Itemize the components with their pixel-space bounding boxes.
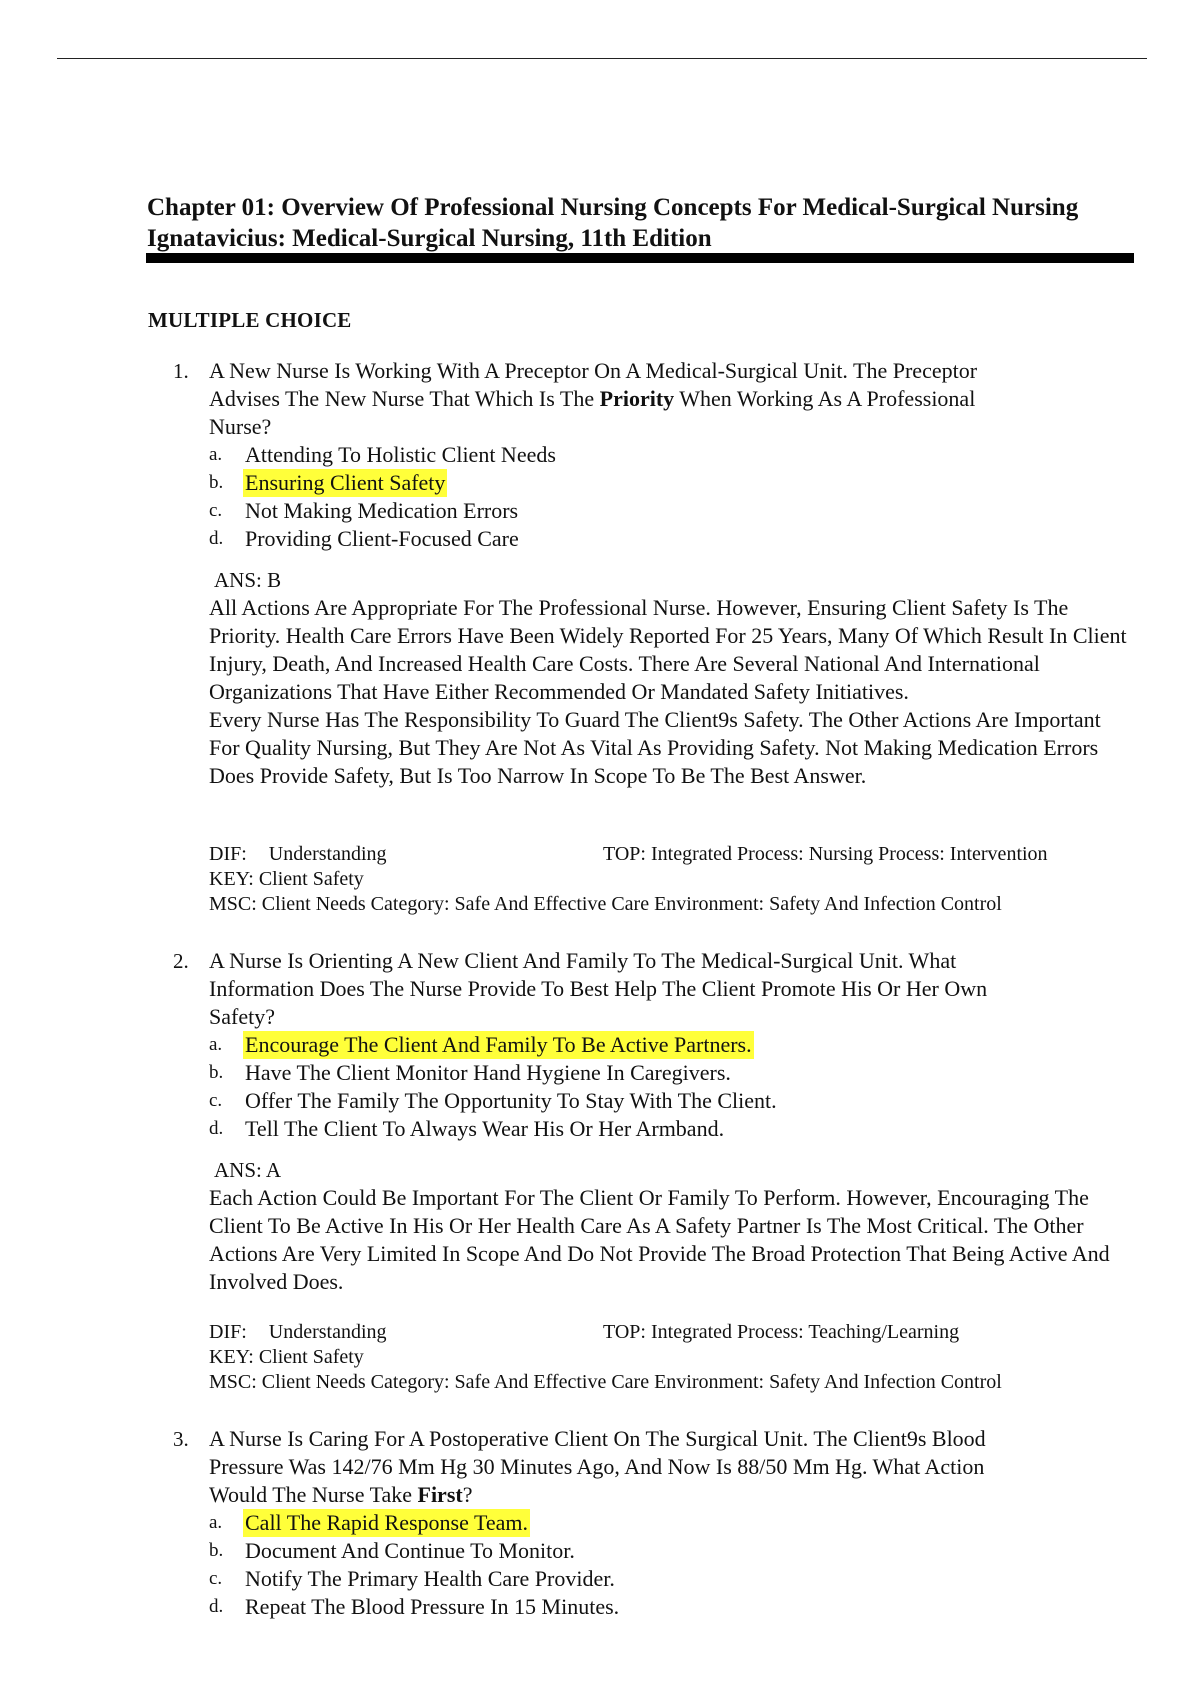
- header-divider: [146, 253, 1134, 263]
- question-number: 3.: [173, 1427, 189, 1451]
- topic: TOP: Integrated Process: Nursing Process: Intervention: [603, 843, 1048, 865]
- emphasis-priority: Priority: [599, 386, 675, 411]
- key: KEY: Client Safety: [209, 1346, 364, 1368]
- question-metadata: DIF: Understanding TOP: Integrated Process: Teaching/Learning KEY: Client Safety MSC: Client Needs Category: Safe And Effective Care Environment: Safety And Infection Control: [209, 1320, 1129, 1395]
- question-number: 1.: [173, 359, 189, 383]
- rationale: Each Action Could Be Important For The Client Or Family To Perform. However, Encouraging The Client To Be Active In His Or Her Health Care As A Safety Partner Is The Most Critical. The Other Actions Are Very Limited In Scope And Do Not Provide The Broad Protection That Being Active And Involved Does.: [209, 1185, 1110, 1294]
- answer-options: [209, 1509, 1129, 1621]
- option-b[interactable]: b. Ensuring Client Safety: [209, 470, 446, 495]
- document-header: [147, 192, 1132, 254]
- difficulty: Understanding: [268, 843, 387, 865]
- option-c[interactable]: c. Notify The Primary Health Care Provider.: [209, 1566, 615, 1591]
- question-metadata: DIF: Understanding TOP: Integrated Process: Nursing Process: Intervention KEY: Client Safety MSC: Client Needs Category: Safe And Effective Care Environment: Safety And Infection Control: [209, 842, 1129, 917]
- difficulty: Understanding: [268, 1321, 387, 1343]
- highlighted-answer: Encourage The Client And Family To Be Active Partners.: [245, 1032, 752, 1057]
- question-number: 2.: [173, 949, 189, 973]
- option-a[interactable]: a. Call The Rapid Response Team.: [209, 1510, 528, 1535]
- question-text: A New Nurse Is Working With A Preceptor On A Medical-Surgical Unit. The Preceptor Advises The New Nurse That Which Is The Priority When Working As A Professional Nurse?: [209, 358, 978, 439]
- msc: MSC: Client Needs Category: Safe And Effective Care Environment: Safety And Infection Control: [209, 893, 1002, 915]
- question-text: A Nurse Is Caring For A Postoperative Client On The Surgical Unit. The Client9s Blood Pressure Was 142/76 Mm Hg 30 Minutes Ago, And Now Is 88/50 Mm Hg. What Action Would The Nurse Take First?: [209, 1426, 986, 1507]
- answer-options: [209, 1031, 1129, 1143]
- option-d[interactable]: d. Repeat The Blood Pressure In 15 Minutes.: [209, 1594, 620, 1619]
- option-d[interactable]: d. Tell The Client To Always Wear His Or Her Armband.: [209, 1116, 725, 1141]
- answer-key: ANS: A: [214, 1158, 282, 1182]
- answer-options: [209, 441, 1129, 553]
- highlighted-answer: Ensuring Client Safety: [245, 470, 446, 495]
- option-b[interactable]: b. Document And Continue To Monitor.: [209, 1538, 575, 1563]
- option-a[interactable]: a. Attending To Holistic Client Needs: [209, 442, 556, 467]
- top-divider: [57, 58, 1147, 59]
- answer-key: ANS: B: [214, 568, 282, 592]
- highlighted-answer: Call The Rapid Response Team.: [245, 1510, 528, 1535]
- section-title: MULTIPLE CHOICE: [148, 308, 352, 332]
- chapter-title: Chapter 01: Overview Of Professional Nursing Concepts For Medical-Surgical Nursing: [147, 194, 1079, 221]
- book-title: Ignatavicius: Medical-Surgical Nursing, 11th Edition: [147, 225, 712, 252]
- rationale: All Actions Are Appropriate For The Professional Nurse. However, Ensuring Client Safety Is The Priority. Health Care Errors Have Been Widely Reported For 25 Years, Many Of Which Result In Client Injury, Death, And Increased Health Care Costs. There Are Several National And International Organizations That Have Either Recommended Or Mandated Safety Initiatives. Every Nurse Has The Responsibility To Guard The Client9s Safety. The Other Actions Are Important For Quality Nursing, But They Are Not As Vital As Providing Safety. Not Making Medication Errors Does Provide Safety, But Is Too Narrow In Scope To Be The Best Answer.: [209, 595, 1127, 788]
- topic: TOP: Integrated Process: Teaching/Learning: [603, 1321, 960, 1343]
- option-b[interactable]: b. Have The Client Monitor Hand Hygiene In Caregivers.: [209, 1060, 731, 1085]
- key: KEY: Client Safety: [209, 868, 364, 890]
- option-c[interactable]: c. Offer The Family The Opportunity To Stay With The Client.: [209, 1088, 777, 1113]
- option-a[interactable]: a. Encourage The Client And Family To Be Active Partners.: [209, 1032, 752, 1057]
- option-c[interactable]: c. Not Making Medication Errors: [209, 498, 519, 523]
- msc: MSC: Client Needs Category: Safe And Effective Care Environment: Safety And Infection Control: [209, 1371, 1002, 1393]
- emphasis-first: First: [417, 1482, 463, 1507]
- option-d[interactable]: d. Providing Client-Focused Care: [209, 526, 519, 551]
- question-text: A Nurse Is Orienting A New Client And Family To The Medical-Surgical Unit. What Information Does The Nurse Provide To Best Help The Client Promote His Or Her Own Safety?: [209, 948, 988, 1029]
